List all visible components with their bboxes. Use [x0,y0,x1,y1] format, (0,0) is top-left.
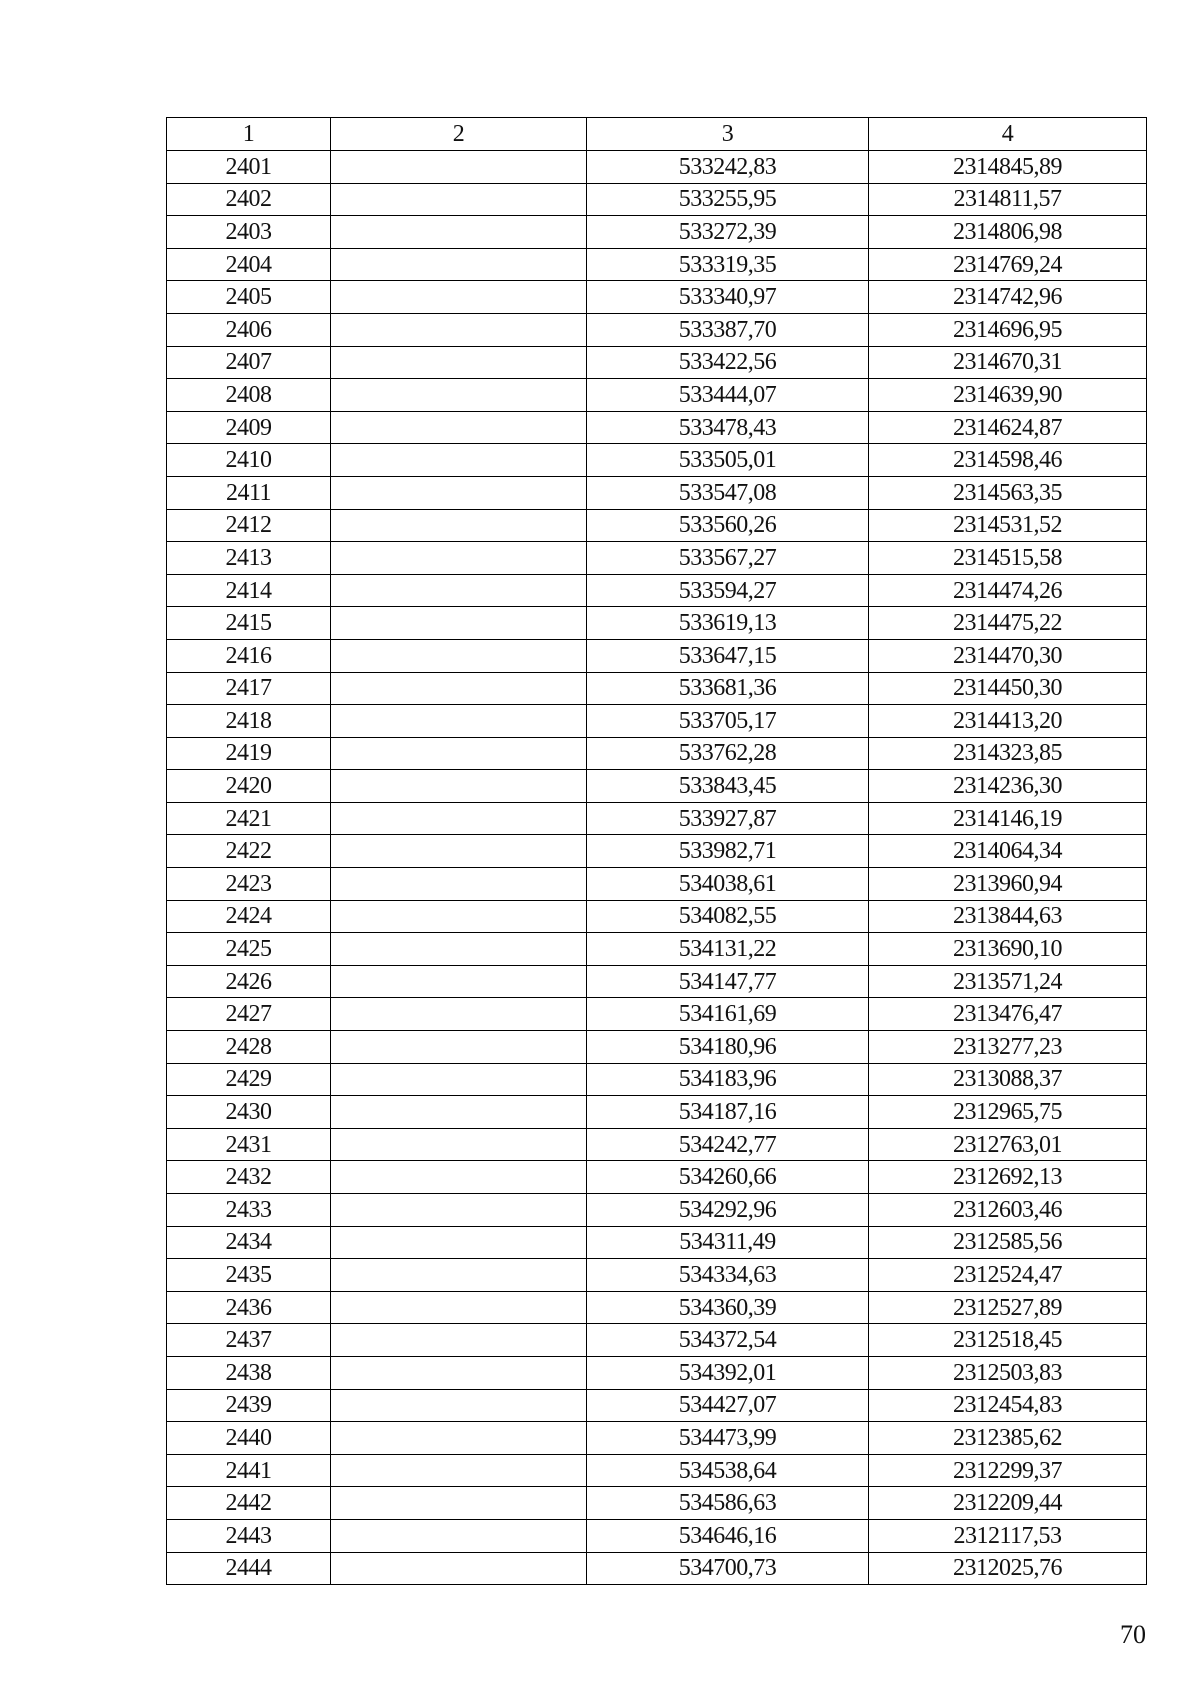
table-cell: 534180,96 [587,1031,869,1064]
table-cell: 2405 [167,281,331,314]
table-cell: 2437 [167,1324,331,1357]
table-row [167,476,1147,509]
table-cell [331,346,587,379]
table-cell [331,1552,587,1585]
table-cell [331,835,587,868]
table-cell [331,1487,587,1520]
table-cell [331,965,587,998]
column-header: 1 [167,118,331,151]
table-cell: 533340,97 [587,281,869,314]
table-row [167,1128,1147,1161]
table-cell [331,737,587,770]
table-cell: 2314413,20 [869,705,1147,738]
table-cell [331,281,587,314]
table-row [167,183,1147,216]
table-cell: 533681,36 [587,672,869,705]
table-cell: 533619,13 [587,607,869,640]
table-cell: 2313690,10 [869,933,1147,966]
table-row [167,1454,1147,1487]
table-row [167,965,1147,998]
table-cell [331,248,587,281]
table-cell: 2313277,23 [869,1031,1147,1064]
table-row [167,1356,1147,1389]
table-cell [331,868,587,901]
table-cell: 533444,07 [587,379,869,412]
table-cell: 2401 [167,151,331,184]
table-cell: 2433 [167,1194,331,1227]
table-cell: 2430 [167,1096,331,1129]
table-row [167,705,1147,738]
table-row [167,574,1147,607]
table-cell: 2314450,30 [869,672,1147,705]
table-cell: 2435 [167,1259,331,1292]
table-row [167,868,1147,901]
table-cell [331,705,587,738]
table-cell: 2413 [167,542,331,575]
table-cell: 2312585,56 [869,1226,1147,1259]
table-cell: 2313844,63 [869,900,1147,933]
table-cell: 2410 [167,444,331,477]
table-cell [331,998,587,1031]
table-cell: 533255,95 [587,183,869,216]
table-cell: 534187,16 [587,1096,869,1129]
table-cell: 534473,99 [587,1422,869,1455]
table-cell: 2407 [167,346,331,379]
table-cell: 2314598,46 [869,444,1147,477]
table-cell: 534360,39 [587,1291,869,1324]
column-header: 2 [331,118,587,151]
table-cell: 2312385,62 [869,1422,1147,1455]
table-cell: 2444 [167,1552,331,1585]
table-cell [331,1226,587,1259]
table-cell: 533242,83 [587,151,869,184]
table-row [167,835,1147,868]
table-cell: 534586,63 [587,1487,869,1520]
table-cell [331,1161,587,1194]
table-cell [331,770,587,803]
table-cell: 534334,63 [587,1259,869,1292]
table-row [167,379,1147,412]
table-cell: 2312763,01 [869,1128,1147,1161]
table-cell: 2417 [167,672,331,705]
table-cell: 2314769,24 [869,248,1147,281]
table-row [167,1324,1147,1357]
table-cell: 533272,39 [587,216,869,249]
table-cell: 2312025,76 [869,1552,1147,1585]
table-cell: 2427 [167,998,331,1031]
table-row [167,607,1147,640]
table-cell: 2312603,46 [869,1194,1147,1227]
table-cell: 2403 [167,216,331,249]
table-cell: 2312692,13 [869,1161,1147,1194]
table-cell: 533705,17 [587,705,869,738]
table-cell: 533560,26 [587,509,869,542]
table-cell: 2412 [167,509,331,542]
table-cell: 2440 [167,1422,331,1455]
table-cell [331,607,587,640]
table-cell: 2406 [167,313,331,346]
table-cell: 2314670,31 [869,346,1147,379]
table-row [167,542,1147,575]
table-row [167,1194,1147,1227]
table-cell [331,444,587,477]
table-cell: 533927,87 [587,802,869,835]
table-header-row [167,118,1147,151]
table-cell [331,802,587,835]
table-cell: 2426 [167,965,331,998]
table-row [167,1422,1147,1455]
table-cell: 533762,28 [587,737,869,770]
table-cell: 533982,71 [587,835,869,868]
table-row [167,444,1147,477]
table-cell: 2312503,83 [869,1356,1147,1389]
table-row [167,737,1147,770]
table-cell: 534183,96 [587,1063,869,1096]
table-cell: 2314742,96 [869,281,1147,314]
table-row [167,1096,1147,1129]
table-cell: 534260,66 [587,1161,869,1194]
table-cell: 2312209,44 [869,1487,1147,1520]
table-cell [331,639,587,672]
table-row [167,1487,1147,1520]
table-cell: 2314624,87 [869,411,1147,444]
table-cell [331,574,587,607]
table-cell: 2314639,90 [869,379,1147,412]
table-cell: 533843,45 [587,770,869,803]
table-cell: 2314845,89 [869,151,1147,184]
table-cell: 2408 [167,379,331,412]
table-cell [331,1519,587,1552]
coordinates-table [166,117,1147,1585]
table-cell: 2313960,94 [869,868,1147,901]
table-cell: 533567,27 [587,542,869,575]
table-cell [331,672,587,705]
table-body [167,151,1147,1585]
table-row [167,1552,1147,1585]
table-cell [331,476,587,509]
table-cell [331,1031,587,1064]
table-cell: 2312965,75 [869,1096,1147,1129]
table-cell: 533505,01 [587,444,869,477]
table-cell: 2313088,37 [869,1063,1147,1096]
table-cell: 2416 [167,639,331,672]
table-row [167,313,1147,346]
table-cell: 2425 [167,933,331,966]
table-cell: 2314146,19 [869,802,1147,835]
table-row [167,1519,1147,1552]
table-row [167,998,1147,1031]
table-cell: 2431 [167,1128,331,1161]
table-row [167,933,1147,966]
table-cell: 2418 [167,705,331,738]
table-row [167,281,1147,314]
table-cell: 534147,77 [587,965,869,998]
table-cell: 2428 [167,1031,331,1064]
table-row [167,1031,1147,1064]
table-cell: 2314064,34 [869,835,1147,868]
table-cell: 534372,54 [587,1324,869,1357]
table-cell: 2314475,22 [869,607,1147,640]
table-cell [331,1422,587,1455]
table-row [167,770,1147,803]
table-cell: 2312527,89 [869,1291,1147,1324]
table-row [167,1389,1147,1422]
table-cell: 2419 [167,737,331,770]
table-cell [331,1389,587,1422]
table-row [167,346,1147,379]
table-cell: 533547,08 [587,476,869,509]
table-cell: 2441 [167,1454,331,1487]
table-cell: 2314470,30 [869,639,1147,672]
table-cell [331,1259,587,1292]
table-cell: 2415 [167,607,331,640]
table-cell: 534038,61 [587,868,869,901]
table-row [167,1063,1147,1096]
table-cell [331,313,587,346]
table-cell: 533478,43 [587,411,869,444]
table-row [167,151,1147,184]
table-cell: 2424 [167,900,331,933]
table-cell: 534131,22 [587,933,869,966]
table-cell: 534242,77 [587,1128,869,1161]
table-cell: 534161,69 [587,998,869,1031]
table-cell: 2404 [167,248,331,281]
table-cell [331,151,587,184]
table-cell: 2411 [167,476,331,509]
table-cell: 2438 [167,1356,331,1389]
table-cell [331,933,587,966]
table-cell: 2409 [167,411,331,444]
table-cell: 2312299,37 [869,1454,1147,1487]
table-cell: 2421 [167,802,331,835]
table-cell: 534392,01 [587,1356,869,1389]
table-cell: 2423 [167,868,331,901]
table-cell: 2432 [167,1161,331,1194]
table-cell: 533422,56 [587,346,869,379]
table-cell [331,379,587,412]
table-cell [331,183,587,216]
table-cell: 2312117,53 [869,1519,1147,1552]
table-cell: 2314236,30 [869,770,1147,803]
table-cell: 2420 [167,770,331,803]
table-cell [331,1194,587,1227]
table-cell: 2314323,85 [869,737,1147,770]
table-cell: 2402 [167,183,331,216]
table-cell [331,411,587,444]
table-row [167,672,1147,705]
table-cell [331,509,587,542]
table-cell: 534538,64 [587,1454,869,1487]
table-cell: 2312454,83 [869,1389,1147,1422]
table-cell [331,900,587,933]
table-cell: 534646,16 [587,1519,869,1552]
page-number: 70 [1120,1620,1146,1649]
table-cell: 2314811,57 [869,183,1147,216]
table-cell: 533319,35 [587,248,869,281]
table-cell: 534700,73 [587,1552,869,1585]
table-cell: 2314563,35 [869,476,1147,509]
table-cell: 533594,27 [587,574,869,607]
table-cell: 2312518,45 [869,1324,1147,1357]
column-header: 3 [587,118,869,151]
table-cell: 533387,70 [587,313,869,346]
table-cell [331,1063,587,1096]
table-row [167,639,1147,672]
table-row [167,900,1147,933]
table-row [167,1259,1147,1292]
table-cell: 2443 [167,1519,331,1552]
table-cell: 2313476,47 [869,998,1147,1031]
table-cell: 2429 [167,1063,331,1096]
table-cell: 2314515,58 [869,542,1147,575]
table-cell [331,1454,587,1487]
table-row [167,802,1147,835]
table-cell: 534292,96 [587,1194,869,1227]
table-cell: 2313571,24 [869,965,1147,998]
table-row [167,1291,1147,1324]
table-cell: 534427,07 [587,1389,869,1422]
table-row [167,1161,1147,1194]
table-cell [331,1324,587,1357]
table-cell [331,1356,587,1389]
table-row [167,216,1147,249]
column-header: 4 [869,118,1147,151]
table-row [167,509,1147,542]
table-cell: 2314696,95 [869,313,1147,346]
table-cell: 2439 [167,1389,331,1422]
table-cell: 2314531,52 [869,509,1147,542]
table-row [167,411,1147,444]
table-cell: 2314806,98 [869,216,1147,249]
table-cell: 533647,15 [587,639,869,672]
table-cell [331,216,587,249]
table-row [167,1226,1147,1259]
table-cell [331,1291,587,1324]
table-cell: 2312524,47 [869,1259,1147,1292]
table-cell: 534082,55 [587,900,869,933]
table-cell: 2442 [167,1487,331,1520]
table-cell: 2314474,26 [869,574,1147,607]
table-cell: 2422 [167,835,331,868]
table-cell: 534311,49 [587,1226,869,1259]
table-cell [331,1128,587,1161]
table-row [167,248,1147,281]
table-cell: 2436 [167,1291,331,1324]
table-cell [331,542,587,575]
table-cell [331,1096,587,1129]
table-cell: 2414 [167,574,331,607]
table-cell: 2434 [167,1226,331,1259]
